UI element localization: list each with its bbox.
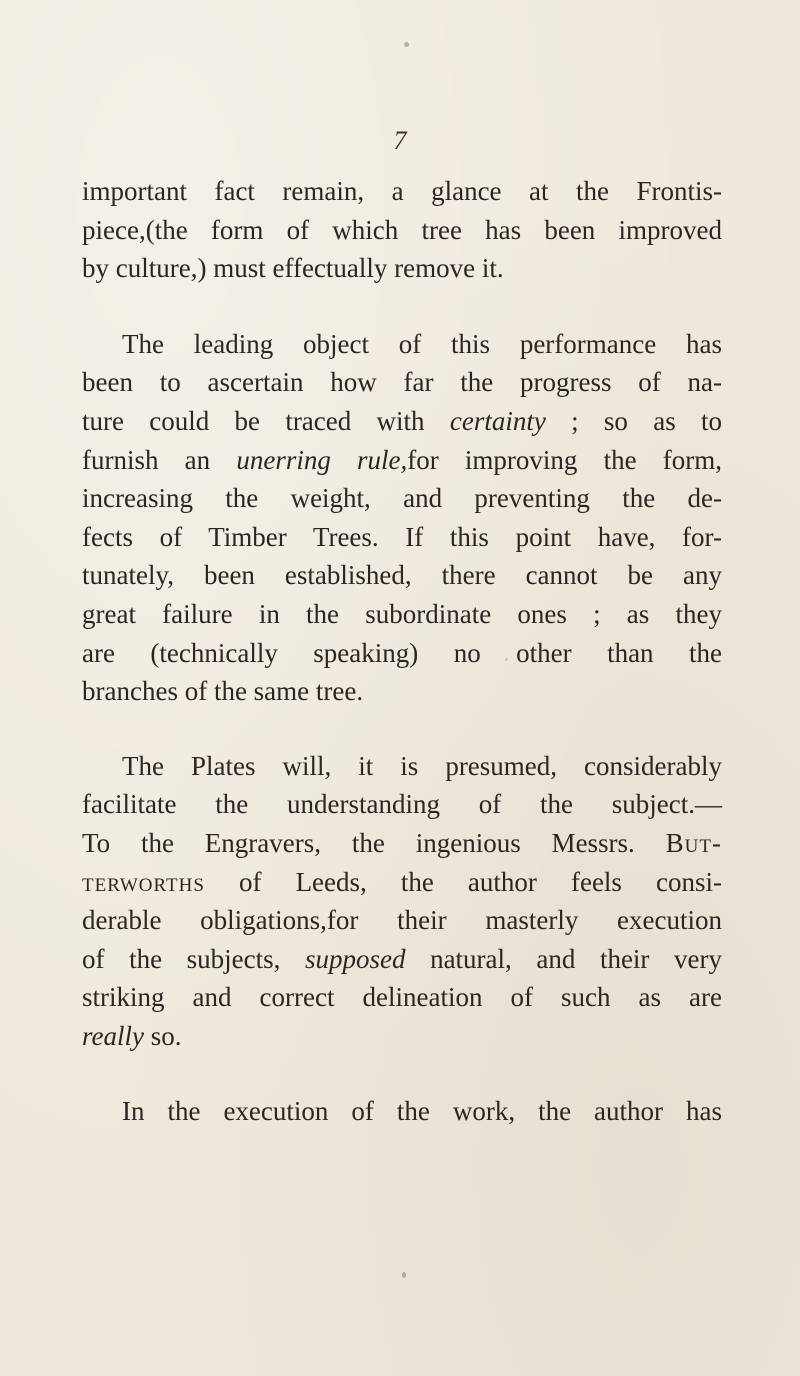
text-run: ture could be traced with: [82, 405, 425, 436]
small-caps-name: But-: [665, 827, 722, 858]
small-caps-name: terworths: [82, 866, 205, 897]
paper-speck: [402, 1272, 406, 1278]
text-line: fects of Timber Trees. If this point have, for-: [82, 521, 722, 552]
paragraph-4: [82, 1092, 722, 1131]
paper-speck: [404, 42, 409, 47]
text-line: increasing the weight, and preventing the de-: [82, 483, 722, 514]
page-number: 7: [393, 126, 407, 155]
text-line: [82, 863, 722, 902]
text-run: so.: [143, 1020, 182, 1051]
text-line: been to ascertain how far the progress of na-: [82, 367, 722, 398]
text-line: facilitate the understanding of the subject.—: [82, 789, 722, 820]
text-line: striking and correct delineation of such as are: [82, 982, 722, 1013]
italic-text: certainty: [449, 405, 546, 436]
paragraph-2: [82, 325, 722, 711]
text-line: [82, 441, 722, 480]
text-line: [82, 940, 722, 979]
text-line: [82, 1017, 722, 1056]
text-line: important fact remain, a glance at the Frontis-: [82, 176, 722, 206]
text-run: of the subjects,: [82, 943, 281, 974]
paragraph-1: [82, 172, 722, 288]
text-run: natural, and their very: [405, 943, 722, 974]
text-line: tunately, been established, there cannot be any: [82, 560, 722, 591]
text-line: are (technically speaking) no other than the: [82, 637, 722, 668]
text-line: by culture,) must effectually remove it.: [82, 253, 504, 284]
text-line: [82, 402, 722, 441]
text-run: of Leeds, the author feels consi-: [204, 866, 722, 897]
text-line: [82, 824, 722, 863]
text-line: The Plates will, it is presumed, considerably: [122, 750, 722, 781]
text-line: branches of the same tree.: [82, 676, 364, 707]
text-line: derable obligations,for their masterly execution: [82, 905, 722, 936]
text-line: piece,(the form of which tree has been improved: [82, 214, 722, 245]
text-run: furnish an: [82, 444, 211, 475]
text-run: ; so as to: [545, 405, 722, 436]
italic-text: really: [82, 1020, 144, 1051]
paper-speck: [505, 658, 508, 661]
text-line: In the execution of the work, the author has: [122, 1096, 722, 1127]
body-text: [82, 172, 722, 1131]
text-run: for improving the form,: [407, 444, 722, 475]
italic-text: unerring rule,: [236, 444, 408, 475]
text-line: The leading object of this performance has: [122, 328, 722, 359]
italic-text: supposed: [304, 943, 406, 974]
text-run: To the Engravers, the ingenious Messrs.: [82, 827, 635, 858]
text-line: great failure in the subordinate ones ; as they: [82, 598, 722, 629]
paragraph-3: [82, 747, 722, 1056]
